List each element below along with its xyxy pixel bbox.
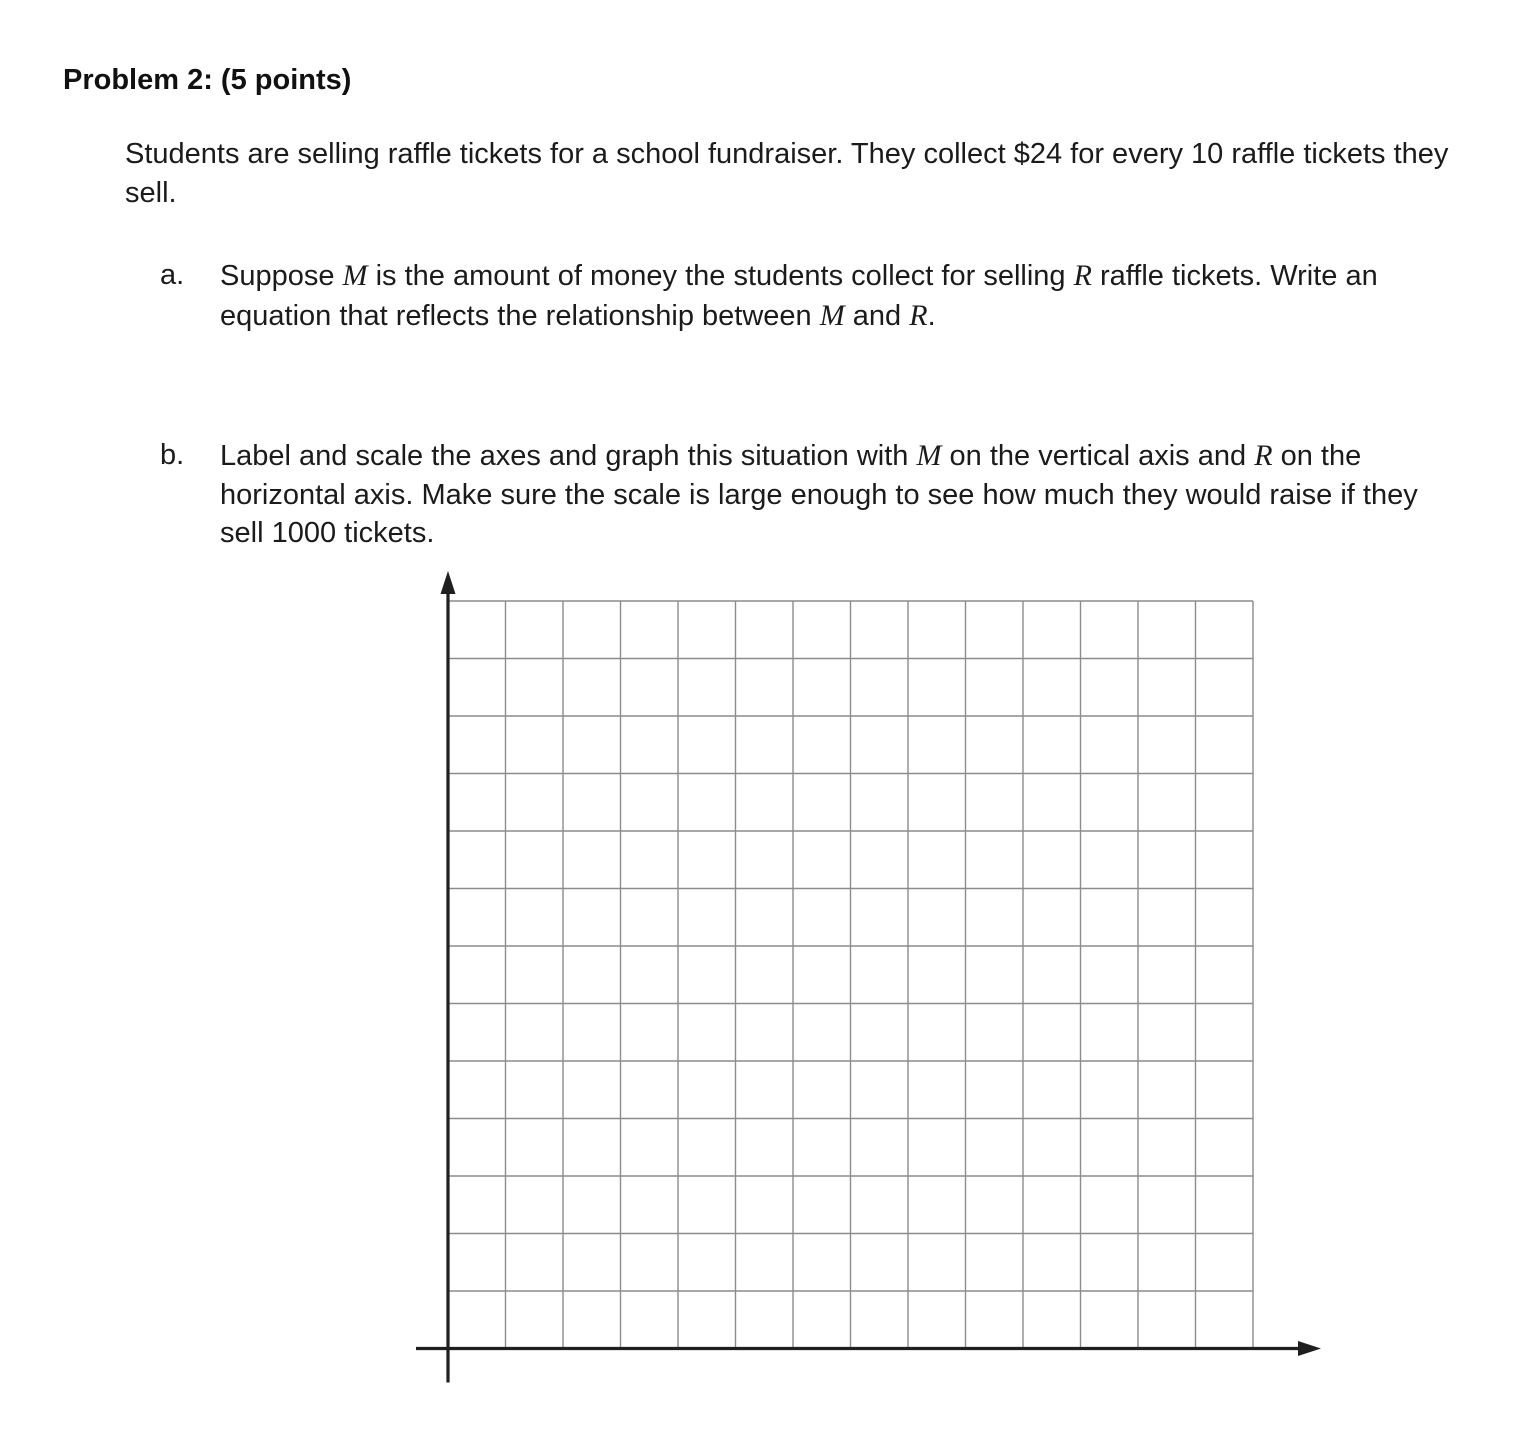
empty-graph-grid [406, 567, 1326, 1391]
problem-part-a [160, 256, 1526, 336]
text-segment: raffle tickets. Write an equation that reflects the relationship between [220, 260, 1378, 333]
math-variable: M [342, 259, 368, 293]
math-variable: R [1073, 259, 1092, 293]
math-variable: M [819, 299, 845, 333]
math-variable: R [1254, 438, 1273, 472]
text-segment: on the horizontal axis. Make sure the scale is large enough to see how much they would raise if they sell 1000 tickets. [220, 439, 1418, 550]
problem-title: Problem 2: (5 points) [63, 64, 352, 96]
text-segment: Suppose [220, 260, 343, 293]
text-segment: and [844, 300, 910, 333]
horizontal-axis-arrowhead [1298, 1341, 1321, 1356]
vertical-axis-arrowhead [441, 571, 456, 594]
part-a-label: a. [160, 259, 185, 292]
part-a-text [220, 256, 1395, 336]
math-variable: M [916, 438, 942, 472]
text-segment: is the amount of money the students collect for selling [367, 260, 1074, 293]
text-segment: Students are selling raffle tickets for a school fundraiser. They collect $24 for every 10 raffle tickets they sell. [125, 138, 1449, 209]
problem-intro [125, 135, 1450, 212]
math-variable: R [909, 299, 928, 333]
text-segment: Label and scale the axes and graph this situation with [220, 439, 917, 472]
graph-area [406, 567, 1526, 1391]
part-b-text [220, 436, 1460, 553]
text-segment: on the vertical axis and [941, 439, 1255, 472]
problem-part-b [160, 436, 1526, 553]
part-b-label: b. [160, 438, 185, 471]
text-segment: . [927, 300, 936, 333]
